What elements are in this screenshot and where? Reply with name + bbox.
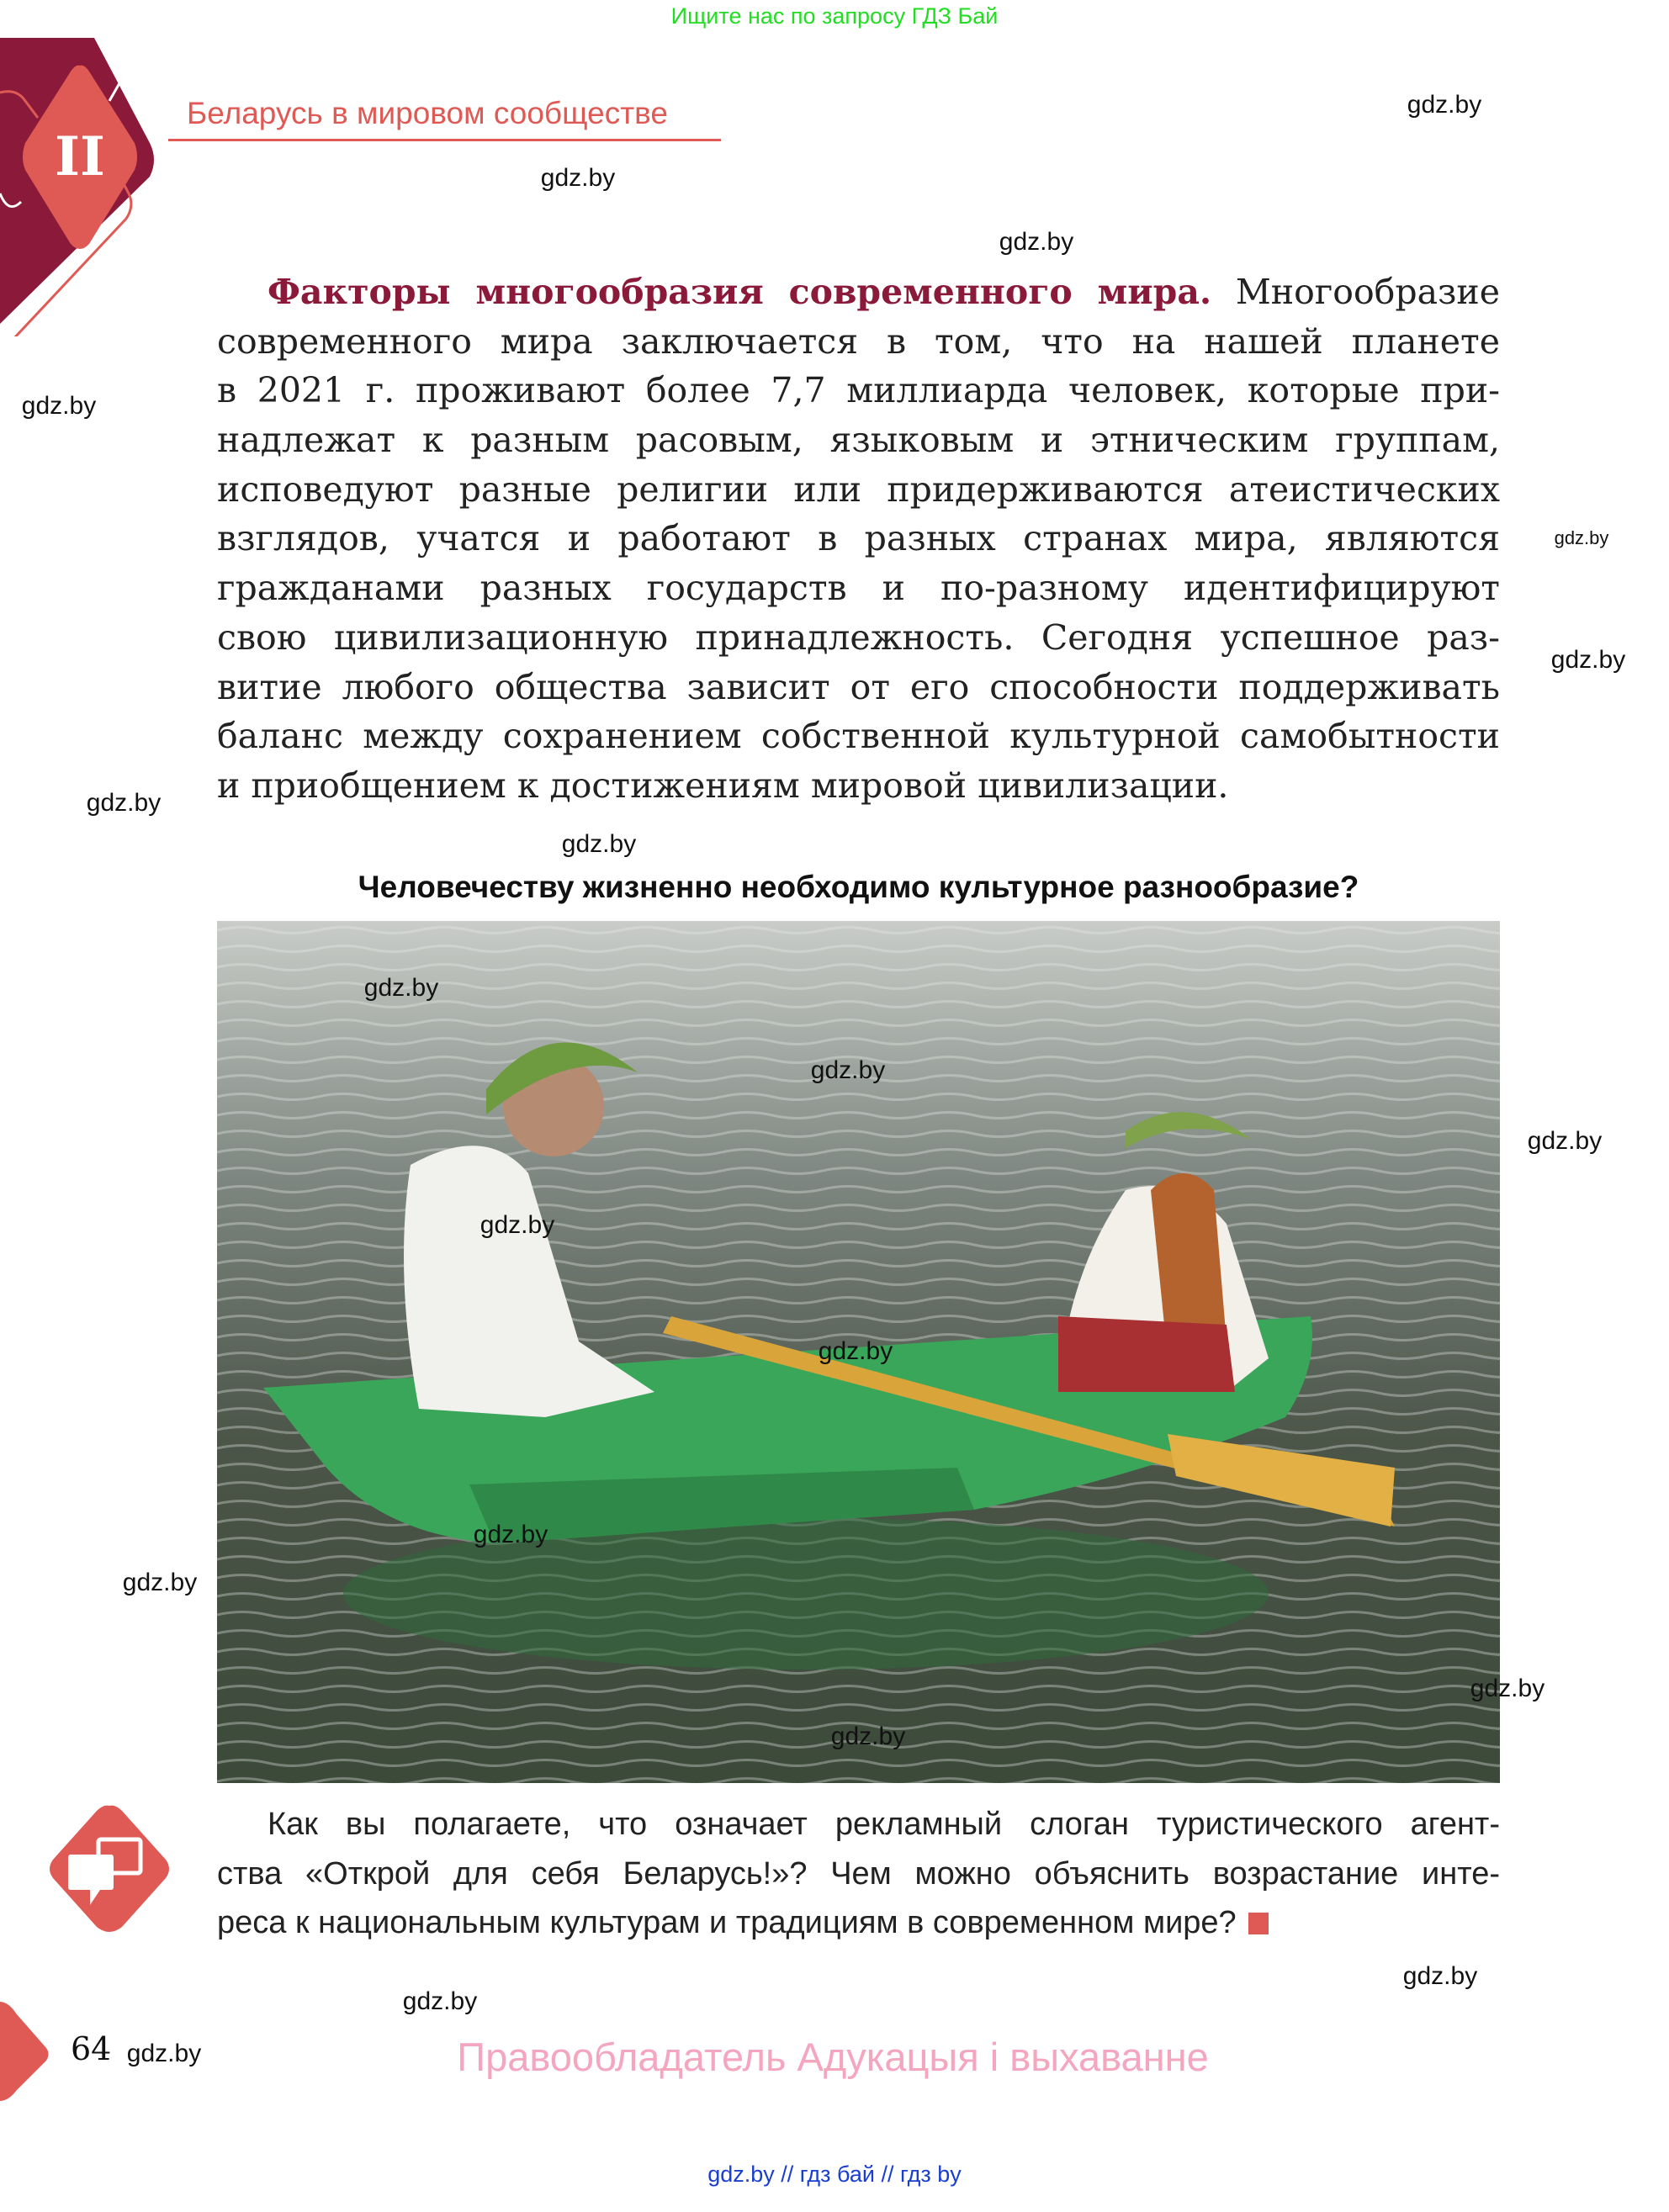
watermark: gdz.by bbox=[1550, 646, 1626, 674]
watermark: gdz.by bbox=[473, 1521, 548, 1548]
watermark: gdz.by bbox=[810, 1056, 886, 1084]
question-line: реса к национальным культурам и традициям в современном мире? bbox=[217, 1898, 1500, 1948]
watermark: gdz.by bbox=[21, 392, 97, 420]
page-number: 64 bbox=[71, 2030, 112, 2067]
watermark: gdz.by bbox=[1470, 1675, 1545, 1702]
paragraph-line: надлежат к разным расовым, языковым и этническим группам, bbox=[217, 420, 1500, 461]
paragraph-line: свою цивилизационную принадлежность. Сегодня успешное раз- bbox=[217, 617, 1500, 658]
paragraph-line: и приобщением к достижениям мировой цивилизации. bbox=[217, 765, 1229, 806]
watermark: gdz.by bbox=[1407, 91, 1482, 119]
main-paragraph bbox=[217, 267, 1500, 811]
question-heading: Человечеству жизненно необходимо культурное разнообразие? bbox=[358, 870, 1359, 904]
watermark: gdz.by bbox=[1402, 1962, 1478, 1990]
watermark: gdz.by bbox=[122, 1569, 198, 1596]
paragraph-line: баланс между сохранением собственной культурной самобытности bbox=[217, 716, 1500, 757]
paragraph-line: исповедуют разные религии или придерживаются атеистических bbox=[217, 468, 1500, 510]
top-search-note: Ищите нас по запросу ГДЗ Бай bbox=[670, 3, 999, 29]
watermark: gdz.by bbox=[480, 1211, 555, 1239]
watermark: gdz.by bbox=[363, 974, 439, 1002]
watermark: gdz.by bbox=[540, 164, 616, 192]
watermark: gdz.by bbox=[402, 1987, 478, 2015]
chapter-numeral: II bbox=[55, 125, 105, 188]
paragraph-line: Факторы многообразия современного мира. Многообразие bbox=[268, 272, 1500, 312]
copyright-notice: Правообладатель Адукацыя і выхаванне bbox=[457, 2035, 1209, 2079]
paragraph-line: современного мира заключается в том, что на нашей планете bbox=[217, 320, 1500, 362]
watermark: gdz.by bbox=[1527, 1127, 1603, 1155]
page-corner-tab bbox=[0, 2002, 50, 2103]
section-title-underline bbox=[168, 139, 721, 141]
watermark: gdz.by bbox=[999, 228, 1074, 256]
watermark: gdz.by bbox=[86, 789, 162, 817]
discussion-question bbox=[217, 1800, 1500, 1948]
watermark: gdz.by bbox=[561, 830, 637, 858]
paragraph-line: витие любого общества зависит от его способности поддерживать bbox=[217, 666, 1500, 707]
paragraph-line: в 2021 г. проживают более 7,7 миллиарда человек, которые при- bbox=[217, 370, 1500, 411]
watermark: gdz.by bbox=[818, 1337, 893, 1365]
speech-bubbles-icon bbox=[46, 1804, 172, 1934]
bottom-links[interactable]: gdz.by // гдз бай // гдз by bbox=[707, 2162, 962, 2187]
section-title: Беларусь в мировом сообществе bbox=[187, 96, 668, 130]
end-mark-icon bbox=[1248, 1913, 1269, 1934]
watermark: gdz.by bbox=[830, 1723, 906, 1750]
watermark: gdz.by bbox=[126, 2040, 202, 2067]
question-line: ства «Открой для себя Беларусь!»? Чем можно объяснить возрастание инте- bbox=[217, 1855, 1500, 1892]
paragraph-lead: Факторы многообразия современного мира. bbox=[268, 272, 1212, 312]
paragraph-line: взглядов, учатся и работают в разных странах мира, являются bbox=[217, 518, 1500, 559]
paragraph-line: гражданами разных государств и по-разному идентифицируют bbox=[217, 568, 1500, 609]
chapter-badge bbox=[0, 34, 185, 336]
watermark: gdz.by bbox=[1554, 527, 1609, 548]
question-line: Как вы полагаете, что означает рекламный слоган туристического агент- bbox=[268, 1807, 1500, 1842]
